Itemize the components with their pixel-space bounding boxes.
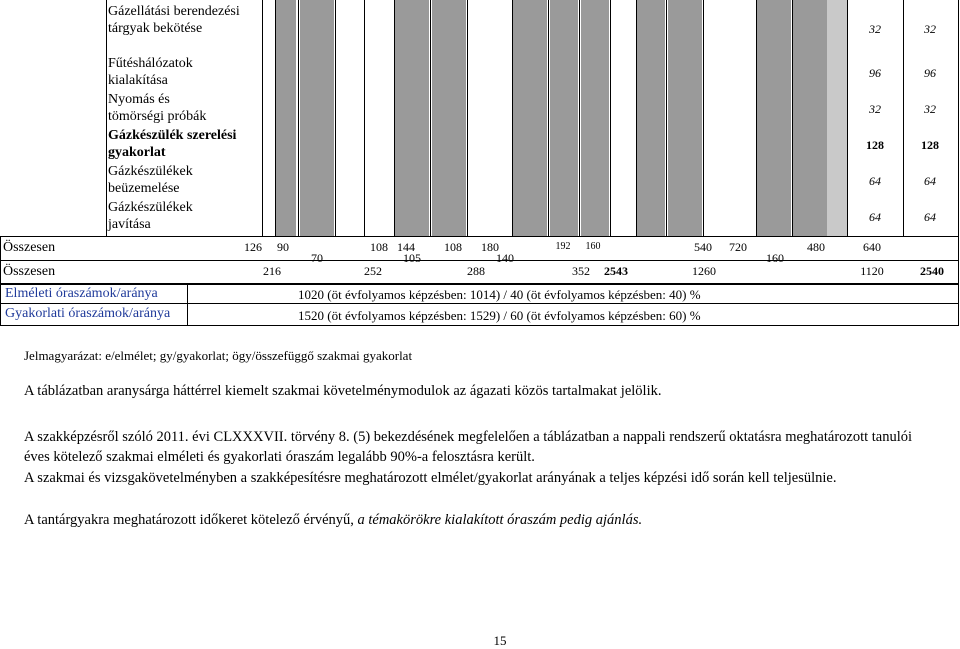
module-value: 64: [869, 174, 881, 188]
summary-value: 352: [572, 264, 590, 278]
theory-ratio-value: 1020 (öt évfolyamos képzésben: 1014) / 40 (öt évfolyamos képzésben: 40) %: [298, 287, 701, 302]
summary-value: 2543: [604, 264, 628, 278]
summary-value: 180: [481, 240, 499, 254]
theory-ratio-label: Elméleti óraszámok/aránya: [5, 286, 158, 301]
summary-value: 2540: [920, 264, 944, 278]
practice-ratio-value: 1520 (öt évfolyamos képzésben: 1529) / 60 (öt évfolyamos képzésben: 60) %: [298, 308, 701, 323]
summary-row1-label: Összesen: [3, 240, 56, 255]
summary-value: 140: [496, 251, 514, 265]
summary-value: 192: [555, 241, 571, 252]
module-value: 32: [869, 102, 881, 116]
summary-value: 144: [397, 240, 415, 254]
note-law: A szakképzésről szóló 2011. évi CLXXXVII. törvény 8. (5) bekezdésének megfelelően a táblázatban a nappali rendszerű oktatásra meghatározott tanulói éves kötelező szakmai elméleti és gyakorlati óraszám legalább 90%-a felosztásra került.: [24, 429, 913, 465]
module-value: 32: [869, 22, 881, 36]
summary-value: 90: [277, 240, 289, 254]
summary-value: 252: [364, 264, 382, 278]
legend-text: Jelmagyarázat: e/elmélet; gy/gyakorlat; ögy/összefüggő szakmai gyakorlat: [24, 348, 413, 363]
summary-value: 108: [370, 240, 388, 254]
module-value: 64: [924, 174, 936, 188]
module-value: 96: [869, 66, 881, 80]
summary-value: 126: [244, 240, 262, 254]
module-value: 32: [924, 102, 936, 116]
module-value: 96: [924, 66, 936, 80]
module-value: 32: [924, 22, 936, 36]
summary-value: 720: [729, 240, 747, 254]
summary-value: 288: [467, 264, 485, 278]
summary-row2-label: Összesen: [3, 264, 56, 279]
note-timeframe-normal: A tantárgyakra meghatározott időkeret kötelező érvényű,: [24, 512, 354, 528]
module-label: Gázkészülékek javítása: [108, 200, 193, 232]
summary-value: 1120: [860, 264, 884, 278]
practice-ratio-label: Gyakorlati óraszámok/aránya: [5, 306, 171, 321]
module-value: 128: [921, 138, 939, 152]
module-value: 64: [924, 210, 936, 224]
note-timeframe: [24, 510, 939, 530]
summary-value: 108: [444, 240, 462, 254]
module-label: Nyomás és tömörségi próbák: [108, 92, 207, 124]
module-value: 128: [866, 138, 884, 152]
module-label: Gázkészülék szerelési gyakorlat: [108, 128, 237, 160]
summary-value: 70: [311, 251, 323, 265]
summary-value: 540: [694, 240, 712, 254]
summary-value: 105: [403, 251, 421, 265]
page-number: 15: [493, 633, 507, 648]
summary-value: 216: [263, 264, 281, 278]
summary-value: 640: [863, 240, 881, 254]
module-label: Gázellátási berendezési tárgyak bekötése: [108, 4, 240, 36]
module-value: 64: [869, 210, 881, 224]
summary-value: 160: [585, 241, 601, 252]
summary-value: 480: [807, 240, 825, 254]
note-highlight: A táblázatban aranysárga háttérrel kiemelt szakmai követelménymodulok az ágazati közös tartalmakat jelölik.: [24, 383, 662, 399]
module-label: Gázkészülékek beüzemelése: [108, 164, 193, 196]
note-timeframe-italic: a témakörökre kialakított óraszám pedig ajánlás.: [357, 512, 643, 528]
summary-value: 160: [766, 251, 784, 265]
note-ratio: A szakmai és vizsgakövetelményben a szakképesítésre meghatározott elmélet/gyakorlat arányának a teljes képzési idő során kell teljesülnie.: [24, 470, 837, 486]
summary-value: 1260: [692, 264, 716, 278]
module-label: Fűtéshálózatok kialakítása: [108, 56, 193, 88]
